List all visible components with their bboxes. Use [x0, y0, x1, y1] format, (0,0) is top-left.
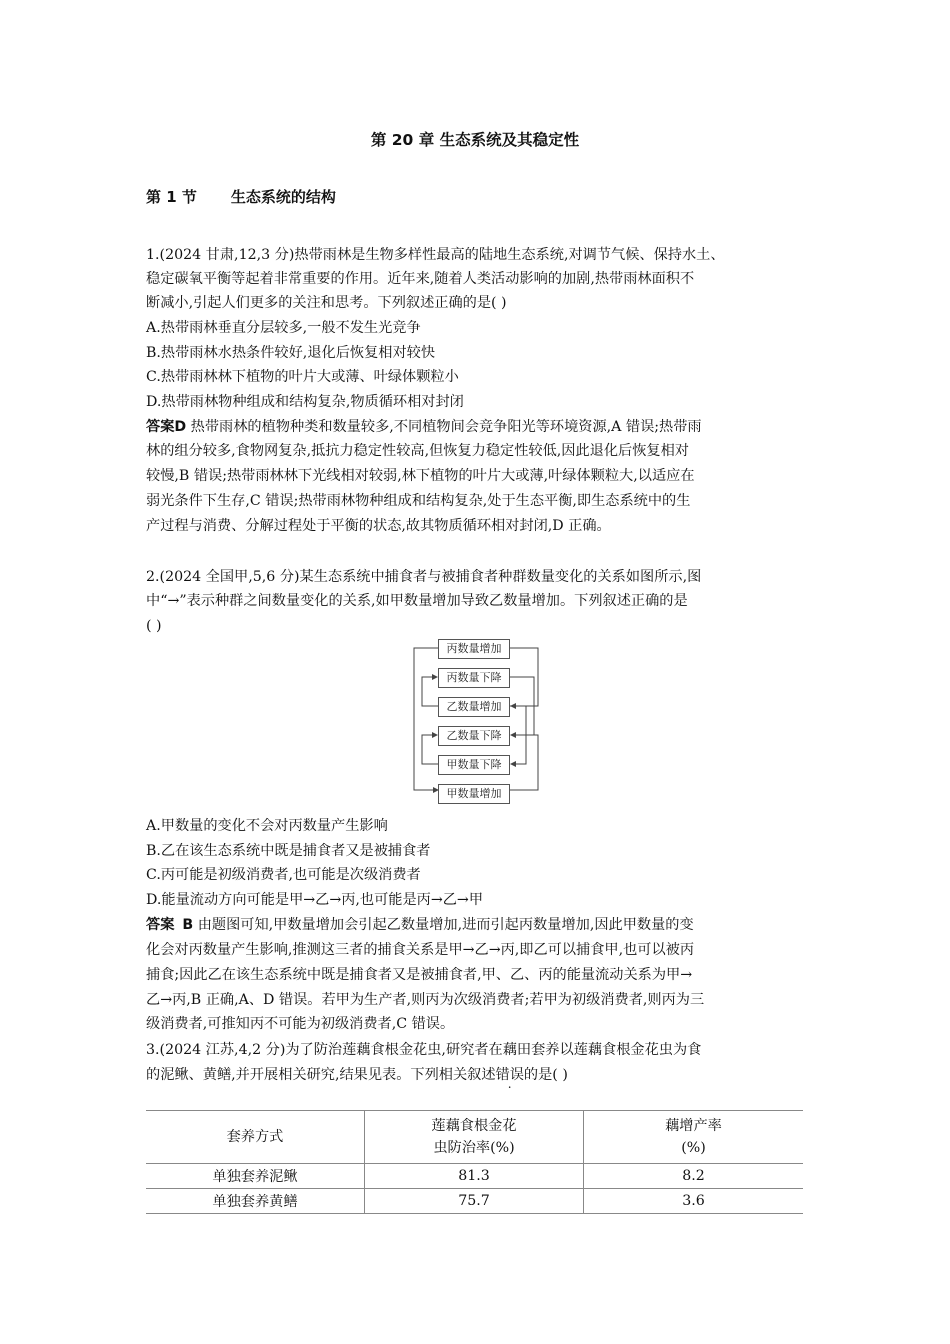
diagram-box-jia-increase: 甲数量增加 — [438, 784, 510, 804]
q2-stem-line: 中“→”表示种群之间数量变化的关系,如甲数量增加导致乙数量增加。下列叙述正确的是 — [146, 593, 688, 609]
results-table — [146, 1110, 803, 1214]
arrow-line — [422, 677, 438, 706]
answer-label: 答案 — [146, 917, 175, 933]
q2-explanation-line: 级消费者,可推知丙不可能为初级消费者,C 错误。 — [146, 1016, 455, 1032]
q1-explanation-line: 产过程与消费、分解过程处于平衡的状态,故其物质循环相对封闭,D 正确。 — [146, 518, 611, 534]
table-cell: 单独套养黄鳝 — [146, 1189, 365, 1214]
header-line: 藕增产率 — [665, 1118, 722, 1134]
q1-answer-line — [146, 416, 702, 438]
header-line: (%) — [681, 1140, 706, 1156]
q2-option-a: A.甲数量的变化不会对丙数量产生影响 — [146, 818, 388, 834]
table-cell: 81.3 — [365, 1164, 584, 1189]
q1-explanation-line: 较慢,B 错误;热带雨林林下光线相对较弱,林下植物的叶片大或薄,叶绿体颗粒大,以适应在 — [146, 468, 695, 484]
answer-label: 答案 — [146, 419, 175, 435]
q3-stem-line: 3.(2024 江苏,4,2 分)为了防治莲藕食根金花虫,研究者在藕田套养以莲藕食根金花虫为食 — [146, 1042, 702, 1058]
header-line: 虫防治率(%) — [433, 1140, 515, 1156]
q3-stem-text: 的是( ) — [523, 1067, 568, 1083]
section-number: 第 1 节 — [146, 188, 197, 206]
table-row — [146, 1164, 803, 1189]
diagram-arrows — [410, 636, 540, 806]
diagram-box-yi-increase: 乙数量增加 — [438, 697, 510, 717]
q1-option-d: D.热带雨林物种组成和结构复杂,物质循环相对封闭 — [146, 394, 464, 410]
table-header-cell: 套养方式 — [146, 1111, 365, 1164]
arrow-line — [422, 735, 438, 764]
answer-key: D — [174, 419, 187, 435]
q2-explanation-line: 捕食;因此乙在该生态系统中既是捕食者又是被捕食者,甲、乙、丙的能量流动关系为甲→ — [146, 967, 693, 983]
q2-answer-line — [146, 914, 694, 936]
q3-stem-line — [146, 1064, 568, 1086]
diagram-box-jia-decrease: 甲数量下降 — [438, 755, 510, 775]
q1-option-b: B.热带雨林水热条件较好,退化后恢复相对较快 — [146, 345, 436, 361]
q2-option-d: D.能量流动方向可能是甲→乙→丙,也可能是丙→乙→甲 — [146, 892, 484, 908]
header-line: 莲藕食根金花 — [431, 1118, 517, 1134]
q2-stem-line: 2.(2024 全国甲,5,6 分)某生态系统中捕食者与被捕食者种群数量变化的关系如图所示,图 — [146, 569, 702, 585]
q3-stem-text: 的泥鳅、黄鳝,并开展相关研究,结果见表。下列相关叙述 — [146, 1067, 496, 1083]
q1-option-c: C.热带雨林林下植物的叶片大或薄、叶绿体颗粒小 — [146, 369, 459, 385]
section-heading — [146, 186, 336, 207]
q2-option-c: C.丙可能是初级消费者,也可能是次级消费者 — [146, 867, 421, 883]
answer-key: B — [182, 917, 194, 933]
population-relation-diagram — [410, 636, 540, 806]
diagram-box-bing-increase: 丙数量增加 — [438, 639, 510, 659]
q1-stem-line: 1.(2024 甘肃,12,3 分)热带雨林是生物多样性最高的陆地生态系统,对调节气候、保持水土、 — [146, 247, 725, 263]
q1-stem-line: 断减小,引起人们更多的关注和思考。下列叙述正确的是( ) — [146, 295, 507, 311]
q2-option-b: B.乙在该生态系统中既是捕食者又是被捕食者 — [146, 843, 431, 859]
table-header-cell — [584, 1111, 804, 1164]
q1-option-a: A.热带雨林垂直分层较多,一般不发生光竞争 — [146, 320, 421, 336]
q1-explanation-line: 弱光条件下生存,C 错误;热带雨林物种组成和结构复杂,处于生态平衡,即生态系统中的生 — [146, 493, 691, 509]
q2-explanation-line: 化会对丙数量产生影响,推测这三者的捕食关系是甲→乙→丙,即乙可以捕食甲,也可以被丙 — [146, 942, 695, 958]
table-header-row — [146, 1111, 803, 1164]
chapter-title: 第 20 章 生态系统及其稳定性 — [370, 131, 580, 149]
q3-emphasis-text: 错误 — [495, 1067, 524, 1083]
arrow-line — [414, 648, 438, 790]
table-header-cell — [365, 1111, 584, 1164]
q2-stem-line: ( ) — [146, 618, 162, 634]
answer-text: 热带雨林的植物种类和数量较多,不同植物间会竞争阳光等环境资源,A 错误;热带雨 — [186, 419, 702, 435]
table-cell: 8.2 — [584, 1164, 804, 1189]
table-cell: 75.7 — [365, 1189, 584, 1214]
table-cell: 单独套养泥鳅 — [146, 1164, 365, 1189]
answer-text: 由题图可知,甲数量增加会引起乙数量增加,进而引起丙数量增加,因此甲数量的变 — [193, 917, 694, 933]
diagram-box-yi-decrease: 乙数量下降 — [438, 726, 510, 746]
arrow-line — [510, 735, 538, 790]
diagram-box-bing-decrease: 丙数量下降 — [438, 668, 510, 688]
table-row — [146, 1189, 803, 1214]
table-cell: 3.6 — [584, 1189, 804, 1214]
q1-explanation-line: 林的组分较多,食物网复杂,抵抗力稳定性较高,但恢复力稳定性较低,因此退化后恢复相对 — [146, 443, 689, 459]
q1-stem-line: 稳定碳氧平衡等起着非常重要的作用。近年来,随着人类活动影响的加剧,热带雨林面积不 — [146, 271, 695, 287]
section-name: 生态系统的结构 — [230, 188, 336, 206]
q2-explanation-line: 乙→丙,B 正确,A、D 错误。若甲为生产者,则丙为次级消费者;若甲为初级消费者,则丙为三 — [146, 992, 705, 1008]
